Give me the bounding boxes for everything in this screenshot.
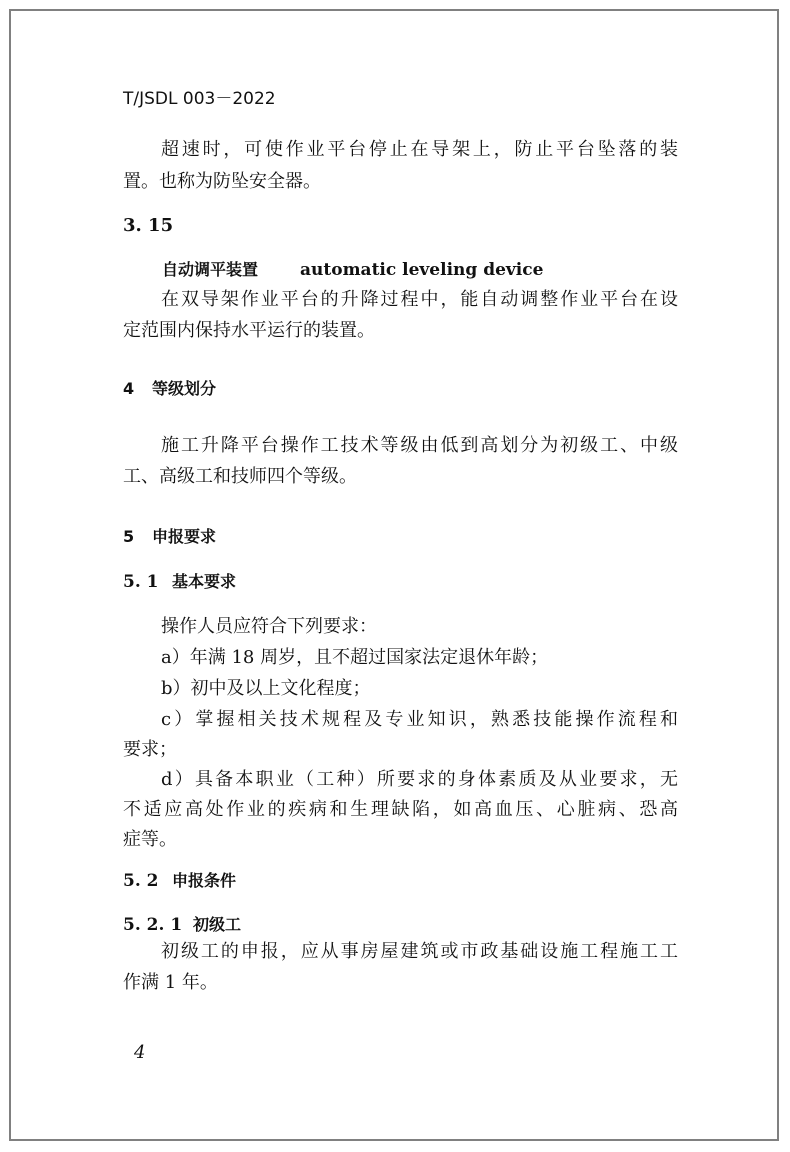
list-item: a）年满 18 周岁，且不超过国家法定退休年龄； [161,647,549,668]
paragraph-line: 初级工的申报，应从事房屋建筑或市政基础设施工程施工工 [161,941,678,962]
section-number: 4 [123,379,135,398]
term-english: automatic leveling device [300,260,544,280]
standard-code-header: T/JSDL 003－2022 [123,89,276,109]
clause-number: 5. 2 [123,871,159,891]
definition-line: 在双导架作业平台的升降过程中，能自动调整作业平台在设 [161,289,678,310]
list-item: c）掌握相关技术规程及专业知识，熟悉技能操作流程和 [161,709,678,730]
clause-title: 申报条件 [172,871,237,890]
paragraph-line: 操作人员应符合下列要求： [161,616,377,637]
page-number: 4 [134,1042,146,1063]
paragraph-line: 工、高级工和技师四个等级。 [123,466,357,487]
paragraph-line: 置。也称为防坠安全器。 [123,171,321,192]
section-title: 等级划分 [152,379,217,398]
section-title: 申报要求 [152,527,217,546]
clause-title: 基本要求 [172,572,237,591]
section-number: 5 [123,527,135,546]
clause-number: 5. 1 [123,572,159,592]
list-item: d）具备本职业（工种）所要求的身体素质及从业要求，无 [161,769,678,790]
paragraph-line: 施工升降平台操作工技术等级由低到高划分为初级工、中级 [161,435,678,456]
paragraph-line: 超速时，可使作业平台停止在导架上，防止平台坠落的装 [161,139,678,160]
list-item-continuation: 要求； [123,739,177,760]
definition-line: 定范围内保持水平运行的装置。 [123,320,375,341]
clause-number: 5. 2. 1 [123,915,183,935]
list-item: b）初中及以上文化程度； [161,678,371,699]
list-item-continuation: 不适应高处作业的疾病和生理缺陷，如高血压、心脏病、恐高 [123,799,678,820]
clause-title: 初级工 [193,915,242,934]
list-item-continuation: 症等。 [123,829,177,850]
term-chinese: 自动调平装置 [162,260,259,279]
clause-number: 3. 15 [123,215,174,236]
paragraph-line: 作满 1 年。 [123,972,218,993]
